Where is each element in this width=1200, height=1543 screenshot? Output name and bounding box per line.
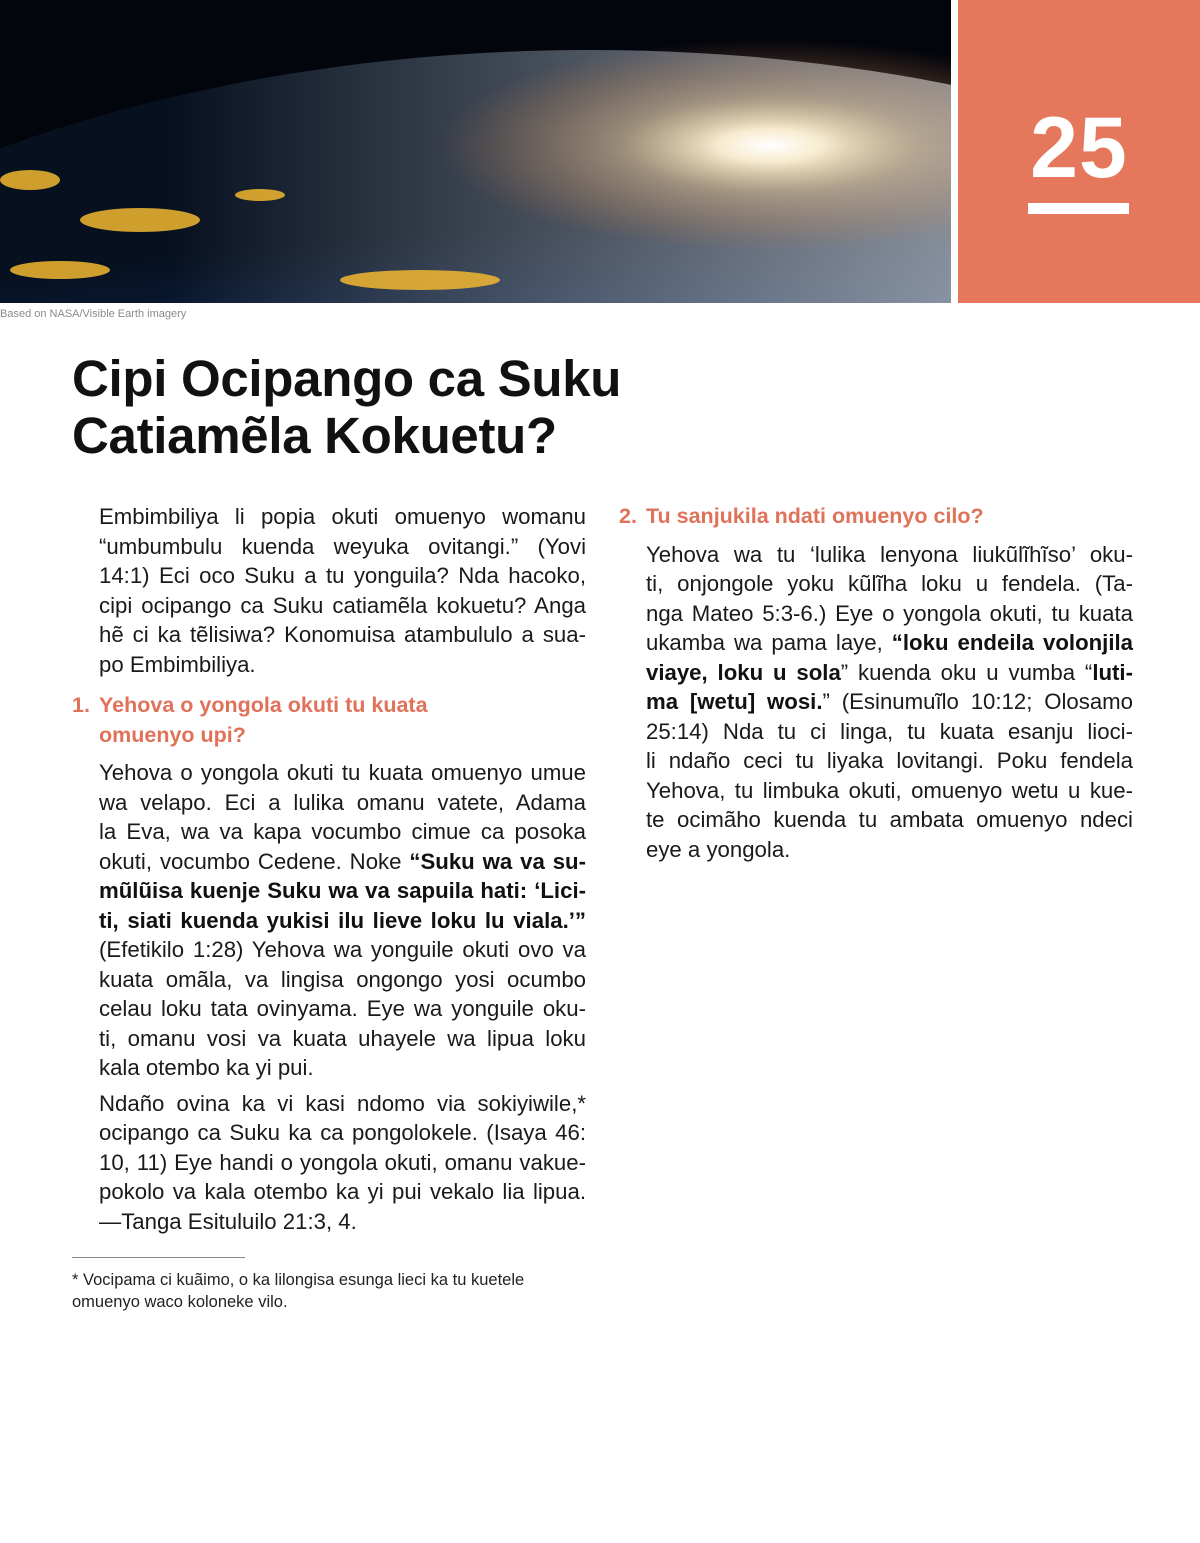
text-segment: ukamba wa pama laye, — [646, 630, 892, 655]
lesson-number-underline — [1028, 203, 1129, 214]
text-line — [99, 532, 586, 562]
text-line — [99, 994, 586, 1024]
text-segment: —Tanga Esituluilo 21:3, 4. — [99, 1208, 357, 1234]
text-segment: te ocimãho kuenda tu ambata omuenyo ndeci — [646, 807, 1133, 832]
bold-quote-text: luti- — [1092, 659, 1133, 685]
text-segment: (Efetikilo 1:28) Yehova wa yonguile okuti ovo va — [99, 937, 586, 962]
text-line — [99, 591, 586, 621]
text-segment: Yehova, tu limbuka okuti, omuenyo wetu u kue- — [646, 777, 1133, 803]
text-segment: ti, onjongole yoku kũlĩha loku u fendela. (Ta- — [646, 571, 1133, 596]
text-line — [99, 876, 586, 906]
text-segment: Yehova o yongola okuti tu kuata omuenyo umue — [99, 760, 586, 785]
text-line — [99, 561, 586, 591]
left-column — [72, 502, 586, 1242]
footnote-divider — [72, 1257, 245, 1258]
text-line — [646, 717, 1133, 747]
text-line — [646, 805, 1133, 835]
section-2-paragraph — [646, 540, 1133, 865]
text-line — [99, 817, 586, 847]
earth-illustration — [0, 0, 951, 303]
text-segment: Embimbiliya li popia okuti omuenyo womanu — [99, 504, 586, 529]
title-line-1: Cipi Ocipango ca Suku — [72, 350, 622, 407]
text-segment: Ndaño ovina ka vi kasi ndomo via sokiyiwile,* — [99, 1090, 586, 1116]
text-segment: celau loku tata ovinyama. Eye wa yonguile oku- — [99, 996, 586, 1021]
text-line — [99, 1207, 586, 1237]
page-title — [72, 350, 621, 464]
text-segment: kala otembo ka yi pui. — [99, 1055, 314, 1080]
text-line — [99, 1148, 586, 1178]
earth-from-space-image — [0, 0, 951, 303]
bold-quote-text: “Suku wa va su- — [409, 848, 586, 874]
text-line — [99, 965, 586, 995]
bold-quote-text: “loku endeila volonjila — [891, 630, 1134, 655]
text-line — [646, 658, 1133, 688]
text-line — [99, 502, 586, 532]
bold-quote-text: viaye, loku u sola — [646, 659, 841, 685]
text-line — [99, 906, 586, 936]
question-2-number: 2. — [619, 504, 637, 528]
text-segment: okuti, vocumbo Cedene. Noke — [99, 848, 410, 874]
text-segment: pokolo va kala otembo ka yi pui vekalo lia lipua. — [99, 1179, 586, 1204]
text-segment: 10, 11) Eye handi o yongola okuti, omanu vakue- — [99, 1149, 586, 1175]
text-line — [646, 776, 1133, 806]
text-line — [646, 628, 1133, 658]
text-segment: la Eva, wa va kapa vocumbo cimue ca posoka — [99, 819, 586, 844]
footnote — [72, 1269, 592, 1313]
text-segment: ” (Esinumuĩlo 10:12; Olosamo — [822, 689, 1133, 714]
text-line — [646, 540, 1133, 570]
text-line — [99, 650, 586, 680]
text-line — [99, 935, 586, 965]
intro-paragraph — [99, 502, 586, 679]
text-segment: wa velapo. Eci a lulika omanu vatete, Adama — [99, 789, 586, 815]
bold-quote-text: mũlũisa kuenje Suku wa va sapuila hati: ‘Lici- — [99, 878, 586, 903]
question-2-heading — [619, 502, 1133, 532]
question-1-heading — [72, 691, 586, 750]
text-line — [99, 1177, 586, 1207]
text-segment: kuata omãla, va lingisa ongongo yosi ocumbo — [99, 966, 586, 992]
text-segment: ” kuenda oku u vumba “ — [840, 659, 1093, 685]
text-line — [99, 620, 586, 650]
text-line — [99, 788, 586, 818]
text-segment: ti, omanu vosi va kuata uhayele wa lipua loku — [99, 1025, 586, 1051]
text-line — [646, 687, 1133, 717]
text-line — [646, 746, 1133, 776]
text-line — [99, 758, 586, 788]
footnote-line-1: * Vocipama ci kuãimo, o ka lilongisa esunga lieci ka tu kuetele — [72, 1271, 525, 1289]
text-line — [99, 1118, 586, 1148]
text-segment: po Embimbiliya. — [99, 651, 256, 677]
text-segment: 25:14) Nda tu ci linga, tu kuata esanju lioci- — [646, 718, 1133, 744]
text-segment: “umbumbulu kuenda weyuka ovitangi.” (Yovi — [99, 533, 586, 559]
image-credit: Based on NASA/Visible Earth imagery — [0, 308, 187, 320]
bold-quote-text: ti, siati kuenda yukisi ilu lieve loku lu viala.’” — [99, 907, 586, 933]
text-segment: 14:1) Eci oco Suku a tu yonguila? Nda hacoko, — [99, 563, 586, 588]
text-segment: cipi ocipango ca Suku catiamẽla kokuetu? Anga — [99, 592, 586, 618]
lesson-number: 25 — [1030, 100, 1128, 196]
lesson-number-box — [958, 0, 1200, 303]
question-1-number: 1. — [72, 693, 90, 717]
text-line — [646, 569, 1133, 599]
text-segment: Yehova wa tu ‘lulika lenyona liukũlĩhĩso’ oku- — [646, 541, 1133, 567]
question-2-text: Tu sanjukila ndati omuenyo cilo? — [646, 504, 984, 528]
section-1-paragraph — [99, 1089, 586, 1237]
right-column — [619, 502, 1134, 870]
text-line — [99, 1089, 586, 1119]
text-segment: nga Mateo 5:3-6.) Eye o yongola okuti, tu kuata — [646, 600, 1133, 626]
text-segment: hẽ ci ka tẽlisiwa? Konomuisa atambululo a sua- — [99, 622, 586, 647]
footnote-line-2: omuenyo waco koloneke vilo. — [72, 1293, 288, 1311]
text-line — [99, 1053, 586, 1083]
text-segment: eye a yongola. — [646, 836, 791, 862]
text-line — [646, 599, 1133, 629]
text-segment: li ndaño ceci tu liyaka lovitangi. Poku fendela — [646, 748, 1133, 773]
text-segment: ocipango ca Suku ka ca pongolokele. (Isaya 46: — [99, 1120, 586, 1145]
text-line — [99, 1024, 586, 1054]
text-line — [99, 847, 586, 877]
section-1-paragraph — [99, 758, 586, 1083]
text-line — [646, 835, 1133, 865]
question-1-line-1: Yehova o yongola okuti tu kuata — [99, 693, 428, 717]
title-line-2: Catiamẽla Kokuetu? — [72, 407, 557, 464]
question-1-line-2: omuenyo upi? — [99, 722, 246, 747]
bold-quote-text: ma [wetu] wosi. — [646, 689, 823, 714]
